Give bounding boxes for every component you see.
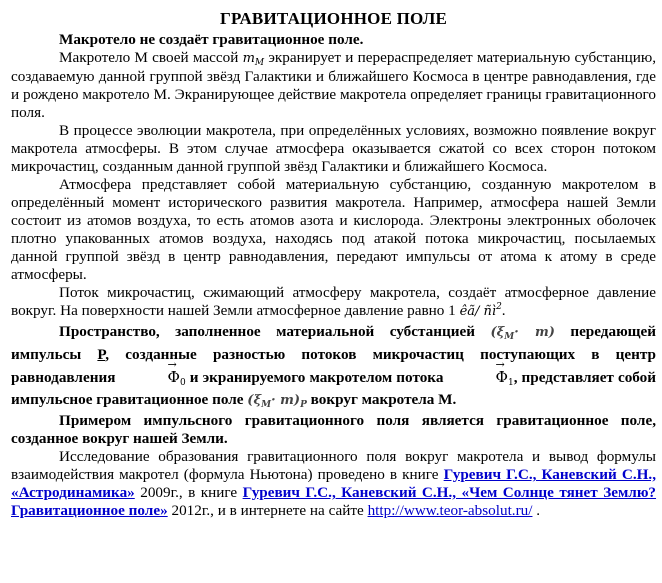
p7-text-b: 2009г., в книге [140,484,238,501]
paragraph-1 [11,49,656,122]
formula-substance: $(\xi_М\cdot m)$ [490,325,555,342]
p7-text-a: Исследование образования гравитационного поля вокруг макротела и вывод формулы взаимодействия макротел (формула Ньютона) проведено в книге [11,448,656,483]
p1-text-a: Макротело М своей массой [59,49,239,66]
flux-phi1-symbol: → $\Phi_1$ [448,366,514,388]
paragraph-7: Исследование образования гравитационного поля вокруг макротела и вывод формулы взаимодействия макротел (формула Ньютона) проведено в книге Гуревич Г.С., Каневский С.Н., «Астродинамика» 2009г., в книге Гуревич Г.С., Каневский С.Н., «Чем Солнце тянет Землю? Гравитационное поле» 2012г., и в интернете на сайте http://www.teor-absolut.ru/ . [11,448,657,519]
p5-text-a: Пространство, заполненное материальной субстанцией [59,323,475,340]
impulse-symbol: P [97,346,106,363]
p5-text-e: , представляет собой импульсное гравитационное поле [11,369,657,408]
book-link-astrodynamics[interactable]: Гуревич Г.С., Каневский С.Н., «Астродинамика» [11,466,657,501]
formula-gravity-field: $(\xi_М\cdot m)_P$ [247,393,307,410]
page-title: ГРАВИТАЦИОННОЕ ПОЛЕ [220,9,447,28]
p4-text-a: Поток микрочастиц, сжимающий атмосферу макротела, создаёт атмосферное давление вокруг. На поверхности нашей Земли атмосферное давление равно 1 [11,284,656,319]
paragraph-5 [11,321,656,412]
paragraph-3: Атмосфера представляет собой материальную субстанцию, созданную макротелом в определённый момент исторического развития макротела. Например, атмосфера нашей Земли состоит из атомов воздуха, то есть атомов азота и кислорода. Электроны электронных оболочек плотно упакованных атомов воздуха, находясь под атакой потока микрочастиц, посылаемых данной группой звёзд в центр равнодавления, передают импульсы от атома к атому в среде атмосферы. [11,176,656,283]
p5-text-b: передающей импульсы [11,323,656,363]
p5-text-f: вокруг макротела М. [310,391,457,408]
pressure-unit: êã/ $ñì^2$ [459,302,502,319]
paragraph-6: Примером импульсного гравитационного поля является гравитационное поле, созданное вокруг нашей Земли. [11,412,656,447]
p5-text-c: , созданные разностью потоков микрочастиц поступающих в центр равнодавления [11,346,657,386]
website-link[interactable]: http://www.teor-absolut.ru/ [367,502,533,519]
flux-phi0-symbol: → $\Phi_0$ [119,366,185,388]
book-link-sun-pulls-earth[interactable]: Гуревич Г.С., Каневский С.Н., «Чем Солнце тянет Землю? Гравитационное поле» [11,484,657,519]
paragraph-4: Поток микрочастиц, сжимающий атмосферу макротела, создаёт атмосферное давление вокруг. На поверхности нашей Земли атмосферное давление равно 1 êã/ $ñì^2$. [11,284,656,319]
subtitle: Макротело не создаёт гравитационное поле. [59,31,364,48]
document-page [11,8,656,520]
p1-text-b: экранирует и перераспределяет материальную субстанцию, создаваемую данной группой звёзд Галактики и ближайшего Космоса в центре равнодавления, где и рождено макротело М. Экранирующее действие макротела определяет границы гравитационного поля. [11,49,656,121]
mass-formula: $m_М$ [242,51,265,68]
paragraph-2: В процессе эволюции макротела, при определённых условиях, возможно появление вокруг макротела атмосферы. В этом случае атмосфера оказывается сжатой со всех сторон потоком микрочастиц, созданным данной группой звёзд Галактики и ближайшего Космоса. [11,122,656,175]
p5-text-d: и экранируемого макротелом потока [189,369,444,386]
p7-text-c: 2012г., и в интернете на сайте [171,502,364,519]
